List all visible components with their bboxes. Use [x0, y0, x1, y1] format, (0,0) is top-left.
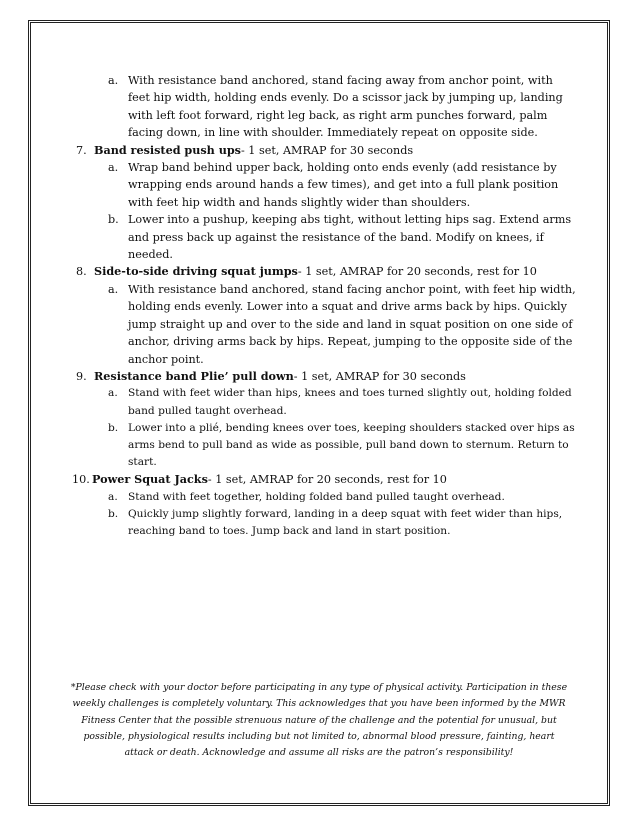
- step-label: b.: [108, 507, 119, 520]
- step-text: Wrap band behind upper back, holding onto ends evenly (add resistance by wrapping ends around hands a few times), and get into a full plank position with feet hip width and hands slightly wider than shoulders.: [128, 161, 559, 209]
- exercise-9-step-b: [76, 420, 576, 472]
- exercise-name: Side-to-side driving squat jumps: [94, 264, 298, 279]
- exercise-number: 10.: [72, 473, 90, 487]
- exercise-7-step-b: [76, 211, 576, 263]
- exercise-list: [72, 72, 576, 540]
- exercise-7-step-a: [76, 159, 576, 211]
- exercise-number: 7.: [76, 143, 87, 157]
- exercise-8-step-a: [76, 281, 576, 368]
- step-label: b.: [108, 213, 119, 227]
- step-label: b.: [108, 421, 119, 434]
- step-text: With resistance band anchored, stand facing anchor point, with feet hip width, holding ends evenly. Lower into a squat and drive arms back by hips. Quickly jump straight up and over to the side and land in squat position on one side of anchor, driving arms back by hips. Repeat, jumping to the opposite side of the anchor point.: [128, 282, 576, 366]
- exercise-9: [76, 368, 576, 385]
- exercise-detail: - 1 set, AMRAP for 30 seconds: [293, 369, 466, 383]
- step-text: With resistance band anchored, stand facing away from anchor point, with feet hip width, holding ends evenly. Do a scissor jack by jumping up, landing with left foot forward, right leg back, as right arm punches forward, palm facing down, in line with shoulder. Immediately repeat on opposite side.: [128, 74, 563, 140]
- exercise-detail: - 1 set, AMRAP for 20 seconds, rest for 10: [297, 265, 537, 279]
- step-text: Lower into a pushup, keeping abs tight, without letting hips sag. Extend arms and press back up against the resistance of the band. Modify on knees, if needed.: [128, 213, 572, 262]
- exercise-9-step-a: [76, 385, 576, 419]
- step-label: a.: [108, 387, 118, 400]
- exercise-number: 8.: [76, 265, 87, 279]
- exercise-number: 9.: [76, 369, 87, 383]
- exercise-name: Resistance band Plie’ pull down: [94, 368, 294, 383]
- step-text: Stand with feet together, holding folded band pulled taught overhead.: [128, 490, 505, 503]
- step-text: Lower into a plié, bending knees over toes, keeping shoulders stacked over hips as arms bend to pull band as wide as possible, pull band down to sternum. Return to start.: [128, 421, 575, 469]
- step-label: a.: [108, 490, 118, 503]
- exercise-10-step-b: [76, 506, 576, 540]
- exercise-detail: - 1 set, AMRAP for 20 seconds, rest for 10: [207, 473, 447, 487]
- exercise-10: [72, 471, 576, 488]
- exercise-7: [76, 142, 576, 159]
- step-text: Quickly jump slightly forward, landing in a deep squat with feet wider than hips, reaching band to toes. Jump back and land in start position.: [128, 507, 563, 538]
- exercise-10-step-a: [76, 489, 576, 506]
- exercise-name: Band resisted push ups: [94, 142, 241, 157]
- exercise-name: Power Squat Jacks: [92, 472, 208, 487]
- step-label: a.: [108, 74, 119, 87]
- disclaimer: *Please check with your doctor before participating in any type of physical activity. Participation in these weekly challenges is completely voluntary. This acknowledges that you have been informed by the MWR Fitness Center that the possible strenuous nature of the challenge and the potential for unusual, but possible, physiological results including but not limited to, abnormal blood pressure, fainting, heart attack or death. Acknowledge and assume all risks are the patron’s responsibility!: [70, 682, 568, 759]
- step-label: a.: [108, 282, 119, 296]
- exercise-detail: - 1 set, AMRAP for 30 seconds: [240, 143, 414, 157]
- exercise-8: [76, 263, 576, 280]
- step-text: Stand with feet wider than hips, knees and toes turned slightly out, holding folded band pulled taught overhead.: [128, 387, 572, 417]
- step-label: a.: [108, 161, 119, 175]
- continued-step: [76, 72, 576, 142]
